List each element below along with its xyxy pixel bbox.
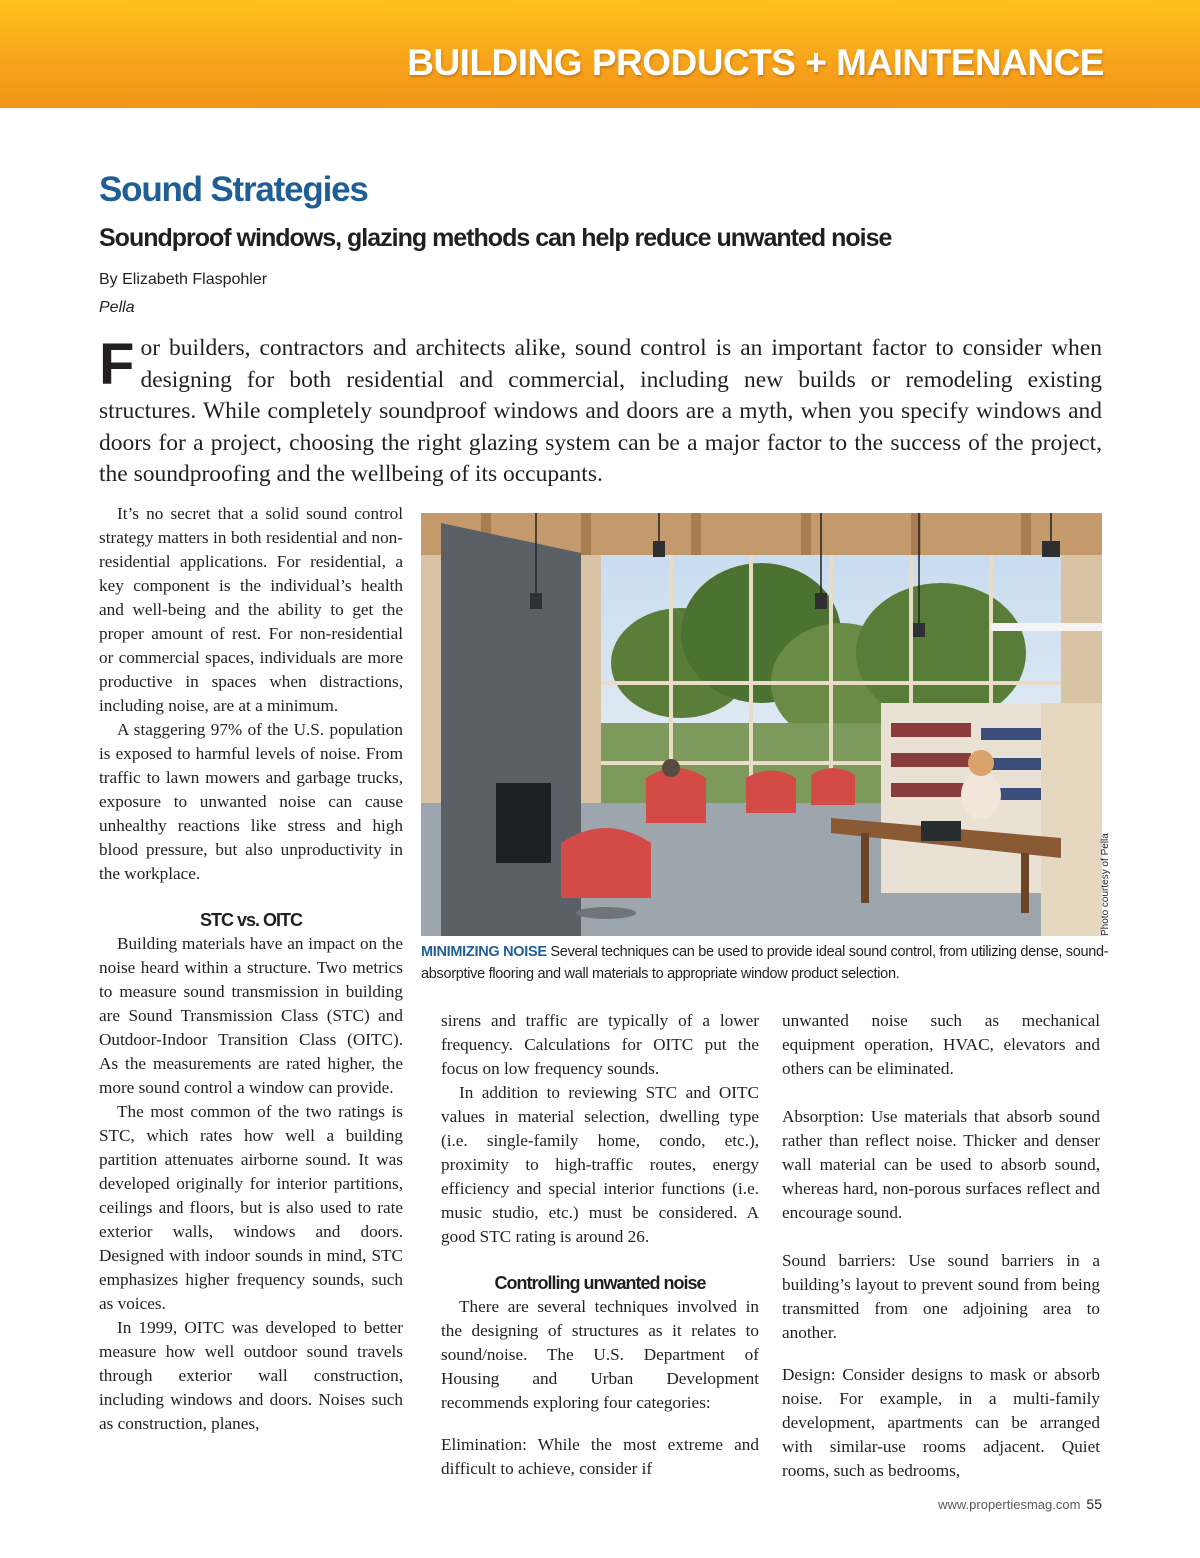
lead-text: or builders, contractors and architects alike, sound control is an important factor to consider when designing for both residential and commercial, including new builds or remodeling existing structures. While completely soundproof windows and doors are a myth, when you specify windows and doors for a project, choosing the right glazing system can be a major factor to the success of the project, the soundproofing and the wellbeing of its occupants.	[99, 335, 1102, 487]
section-title: BUILDING PRODUCTS + MAINTENANCE	[407, 42, 1104, 83]
lead-paragraph	[99, 333, 1102, 491]
col3-paragraph-2: Absorption: Use materials that absorb sound rather than reflect noise. Thicker and denser wall material can be used to absorb sound, whereas hard, non-porous surfaces reflect and encourage sound.	[782, 1107, 1100, 1222]
caption-text: Several techniques can be used to provide ideal sound control, from utilizing dense, sound-absorptive flooring and wall materials to appropriate window product selection.	[421, 944, 1109, 982]
page-number: 55	[1086, 1496, 1102, 1512]
author-company: Pella	[99, 299, 135, 316]
stc-oitc-heading: STC vs. OITC	[199, 910, 303, 930]
column-1	[99, 502, 403, 1436]
controlling-noise-heading: Controlling unwanted noise	[494, 1273, 706, 1293]
library-photo	[421, 513, 1102, 936]
column-2	[441, 1009, 759, 1481]
col2-paragraph-3: There are several techniques involved in the designing of structures as it relates to sound/noise. The U.S. Department of Housing and Urban Development recommends exploring four categories:	[441, 1297, 759, 1412]
section-banner	[0, 0, 1200, 108]
col1-paragraph-4: The most common of the two ratings is STC, which rates how well a building partition attenuates airborne sound. It was developed originally for interior partitions, ceilings and floors, but is also used to rate exterior walls, windows and doors. Designed with indoor sounds in mind, STC emphasizes higher frequency sounds, such as voices.	[99, 1102, 403, 1313]
column-3	[782, 1009, 1100, 1483]
col3-paragraph-3: Sound barriers: Use sound barriers in a building’s layout to prevent sound from being transmitted from one adjoining area to another.	[782, 1251, 1100, 1342]
col1-paragraph-3: Building materials have an impact on the noise heard within a structure. Two metrics to measure sound transmission in building are Sound Transmission Class (STC) and Outdoor-Indoor Transition Class (OITC). As the measurements are rated higher, the more sound control a window can provide.	[99, 934, 403, 1097]
col1-paragraph-2: A staggering 97% of the U.S. population is exposed to harmful levels of noise. From traffic to lawn mowers and garbage trucks, exposure to unwanted noise can cause unhealthy reactions like stress and high blood pressure, but also unproductivity in the workplace.	[99, 720, 403, 883]
col1-paragraph-1: It’s no secret that a solid sound control strategy matters in both residential and non-residential applications. For residential, a key component is the individual’s health and well-being and the ability to get the proper amount of rest. For non-residential or commercial spaces, individuals are more productive in spaces when distractions, including noise, are at a minimum.	[99, 504, 403, 715]
col1-paragraph-5: In 1999, OITC was developed to better measure how well outdoor sound travels through exterior wall construction, including windows and doors. Noises such as construction, planes,	[99, 1318, 403, 1433]
article-subtitle: Soundproof windows, glazing methods can help reduce unwanted noise	[99, 224, 892, 252]
col2-paragraph-1: sirens and traffic are typically of a lower frequency. Calculations for OITC put the focus on low frequency sounds.	[441, 1011, 759, 1078]
library-interior-illustration	[421, 513, 1102, 936]
photo-credit: Photo courtesy of Pella	[1100, 833, 1111, 936]
col2-paragraph-4: Elimination: While the most extreme and difficult to achieve, consider if	[441, 1435, 759, 1478]
footer-url[interactable]: www.propertiesmag.com	[938, 1497, 1081, 1512]
page-footer	[938, 1496, 1102, 1512]
drop-cap: F	[99, 332, 135, 397]
col3-paragraph-1: unwanted noise such as mechanical equipment operation, HVAC, elevators and others can be eliminated.	[782, 1011, 1100, 1078]
byline: By Elizabeth Flaspohler	[99, 271, 268, 288]
article-title: Sound Strategies	[99, 170, 368, 209]
col3-paragraph-4: Design: Consider designs to mask or absorb noise. For example, in a multi-family development, apartments can be arranged with similar-use rooms adjacent. Quiet rooms, such as bedrooms,	[782, 1365, 1100, 1480]
col2-paragraph-2: In addition to reviewing STC and OITC values in material selection, dwelling type (i.e. single-family home, condo, etc.), proximity to high-traffic routes, energy efficiency and special interior functions (i.e. music studio, etc.) must be considered. A good STC rating is around 26.	[441, 1083, 759, 1246]
photo-caption	[421, 941, 1111, 985]
caption-label: MINIMIZING NOISE	[421, 944, 547, 960]
